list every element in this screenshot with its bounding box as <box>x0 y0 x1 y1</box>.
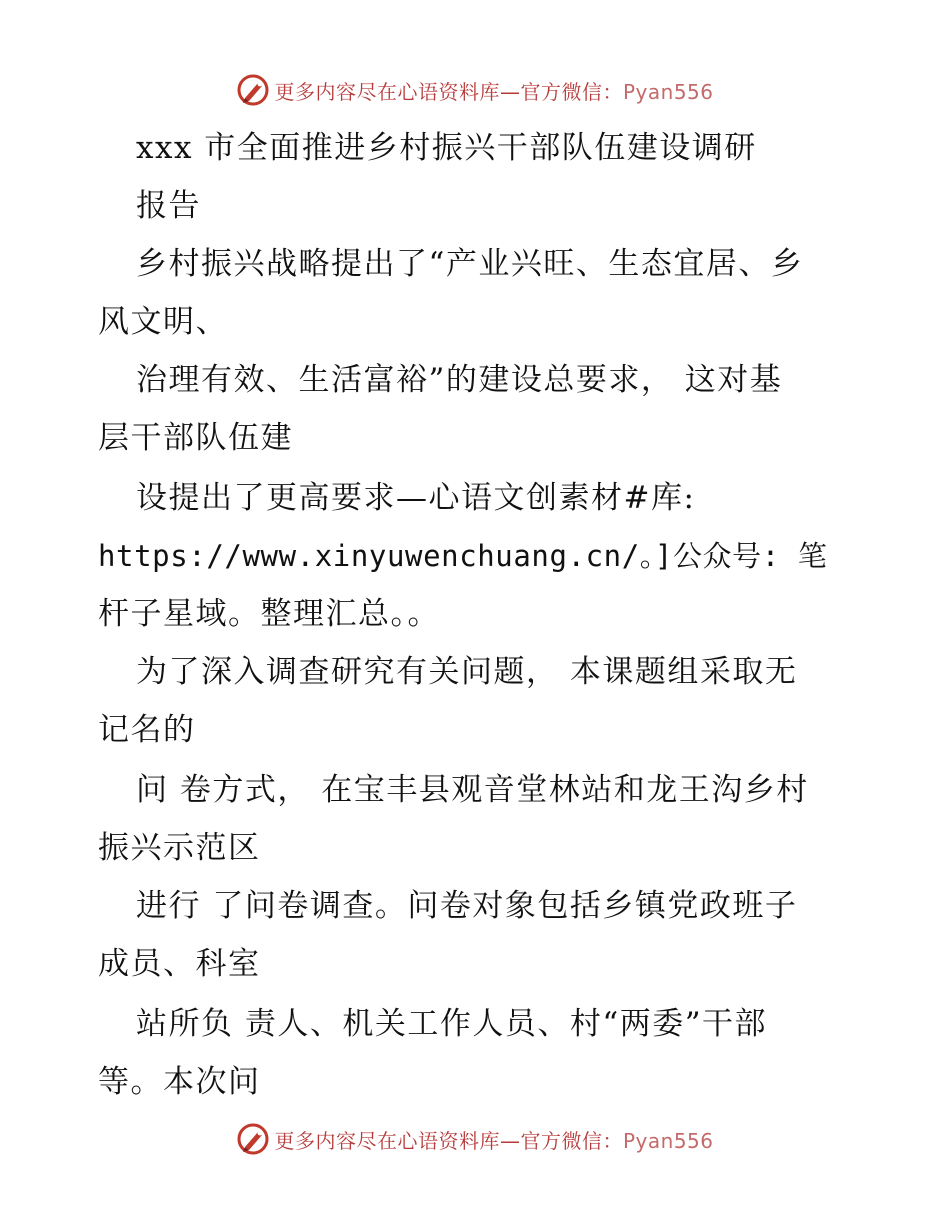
header-banner-text: 更多内容尽在心语资料库—官方微信：Pyan556 <box>274 79 714 104</box>
doc-line-1: xxx 市全面推进乡村振兴干部队伍建设调研 <box>136 130 757 166</box>
doc-line-16: 站所负 责人、机关工作人员、村“两委”干部 <box>136 1006 768 1042</box>
doc-line-17: 等。本次问 <box>98 1064 261 1100</box>
pen-logo-icon <box>236 1122 270 1156</box>
doc-line-3: 乡村振兴战略提出了“产业兴旺、生态宜居、乡 <box>136 246 804 282</box>
doc-line-10: 为了深入调查研究有关问题， 本课题组采取无 <box>136 654 798 690</box>
doc-line-4: 风文明、 <box>98 304 228 340</box>
footer-banner-text: 更多内容尽在心语资料库—官方微信：Pyan556 <box>274 1128 714 1153</box>
doc-line-11: 记名的 <box>98 712 196 748</box>
doc-line-7: 设提出了更高要求—心语文创素材#库: <box>136 480 696 516</box>
doc-line-14: 进行 了问卷调查。问卷对象包括乡镇党政班子 <box>136 888 798 924</box>
doc-line-6: 层干部队伍建 <box>98 420 293 456</box>
doc-line-9: 杆子星域。整理汇总。。 <box>98 596 440 632</box>
footer-watermark-banner <box>0 1121 950 1157</box>
wechat-id: Pyan556 <box>622 1128 714 1153</box>
doc-line-13: 振兴示范区 <box>98 830 261 866</box>
doc-line-5: 治理有效、生活富裕”的建设总要求， 这对基 <box>136 362 783 398</box>
doc-line-8: https://www.xinyuwenchuang.cn/。]公众号: 笔 <box>98 539 828 573</box>
wechat-id: Pyan556 <box>622 79 714 104</box>
doc-line-12: 问 卷方式， 在宝丰县观音堂林站和龙王沟乡村 <box>136 772 809 808</box>
doc-line-2: 报告 <box>136 188 201 224</box>
doc-line-15: 成员、科室 <box>98 946 261 982</box>
